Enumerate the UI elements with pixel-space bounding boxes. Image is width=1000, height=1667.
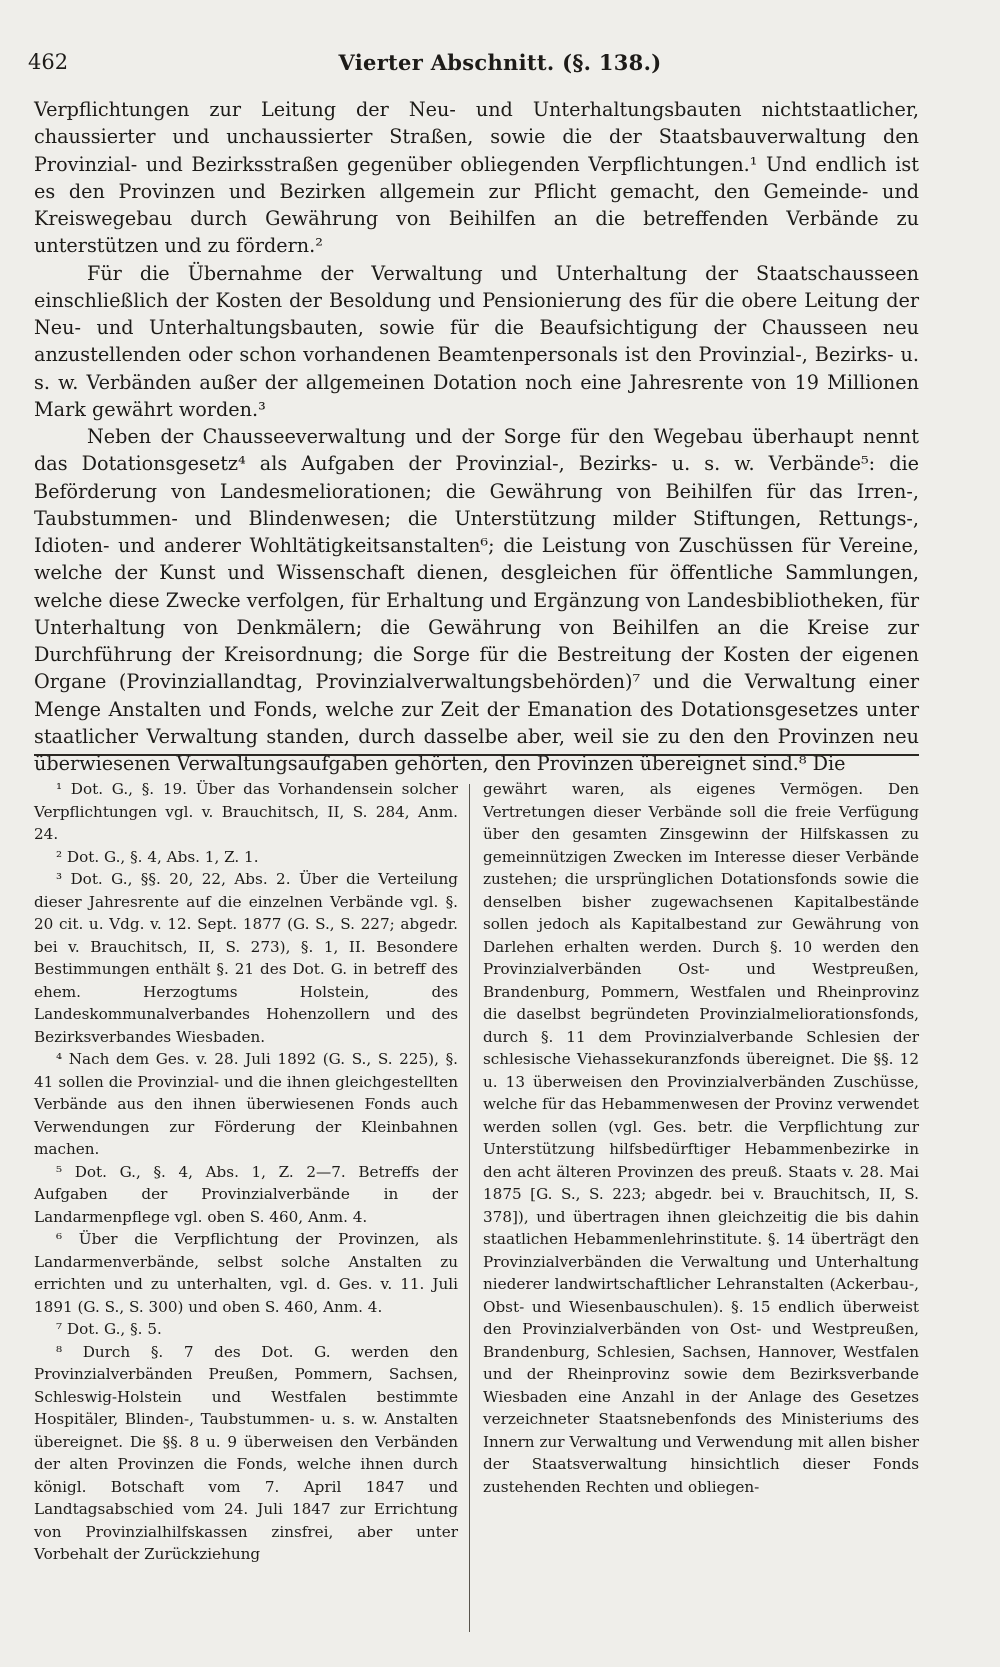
paragraph: Verpflichtungen zur Leitung der Neu- und Unterhaltungsbauten nichtstaatlicher, chaussierter und unchaussierter Straßen, sowie die der Staatsbauverwaltung den Provinzial- und Bezirksstraßen gegenüber obliegenden Verpflichtungen.¹ Und endlich ist es den Provinzen und Bezirken allgemein zur Pflicht gemacht, den Gemeinde- und Kreiswegebau durch Gewährung von Beihilfen an die betreffenden Verbände zu unterstützen und zu fördern.² <box>34 98 919 258</box>
running-head: Vierter Abschnitt. (§. 138.) <box>338 50 662 75</box>
footnote-3: ³ Dot. G., §§. 20, 22, Abs. 2. Über die Verteilung dieser Jahresrente auf die einzelnen Verbände vgl. §. 20 cit. u. Vdg. v. 12. Sept. 1877 (G. S., S. 227; abgedr. bei v. Brauchitsch, II, S. 273), §. 1, II. Besondere Bestimmungen enthält §. 21 des Dot. G. in betreff des ehem. Herzogtums Holstein, des Landeskommunalverbandes Hohenzollern und des Bezirksverbandes Wiesbaden. <box>34 870 458 1046</box>
footnote-7: ⁷ Dot. G., §. 5. <box>56 1320 162 1338</box>
paragraph: Neben der Chausseeverwaltung und der Sorge für den Wegebau überhaupt nennt das Dotationsgesetz⁴ als Aufgaben der Provinzial-, Bezirks- u. s. w. Verbände⁵: die Beförderung von Landesmeliorationen; die Gewährung von Beihilfen für das Irren-, Taubstummen- und Blindenwesen; die Unterstützung milder Stiftungen, Rettungs-, Idioten- und anderer Wohltätigkeitsanstalten⁶; die Leistung von Zuschüssen für Vereine, welche der Kunst und Wissenschaft dienen, desgleichen für öffentliche Sammlungen, welche diese Zwecke verfolgen, für Erhaltung und Ergänzung von Landesbibliotheken, für Unterhaltung von Denkmälern; die Gewährung von Beihilfen an die Kreise zur Durchführung der Kreisordnung; die Sorge für die Bestreitung der Kosten der eigenen Organe (Provinziallandtag, Provinzialverwaltungsbehörden)⁷ und die Verwaltung einer Menge Anstalten und Fonds, welche zur Zeit der Emanation des Dotationsgesetzes unter staatlicher Verwaltung standen, durch dasselbe aber, weil sie zu den den Provinzen neu überwiesenen Verwaltungsaufgaben gehörten, den Provinzen übereignet sind.⁸ Die <box>34 425 919 775</box>
footnote-2: ² Dot. G., §. 4, Abs. 1, Z. 1. <box>56 847 259 866</box>
footnote-8: ⁸ Durch §. 7 des Dot. G. werden den Provinzialverbänden Preußen, Pommern, Sachsen, Schleswig-Holstein und Westfalen bestimmte Hospitäler, Blinden-, Taubstummen- u. s. w. Anstalten übereignet. Die §§. 8 u. 9 überweisen den Verbänden der alten Provinzen die Fonds, welche ihnen durch königl. Botschaft vom 7. April 1847 und Landtagsabschied vom 24. Juli 1847 zur Errichtung von Provinzialhilfskassen zinsfrei, aber unter Vorbehalt der Zurückziehung <box>34 1342 458 1563</box>
footnote-5: ⁵ Dot. G., §. 4, Abs. 1, Z. 2—7. Betreffs der Aufgaben der Provinzialverbände in der Landarmenpflege vgl. oben S. 460, Anm. 4. <box>34 1162 458 1226</box>
footnote-8-continued: gewährt waren, als eigenes Vermögen. Den Vertretungen dieser Verbände soll die freie Verfügung über den gesamten Zinsgewinn der Hilfskassen zu gemeinnützigen Zwecken im Interesse dieser Verbände zustehen; die ursprünglichen Dotationsfonds sowie die denselben bisher zugewachsenen Kapitalbestände sollen jedoch als Kapitalbestand zur Gewährung von Darlehen erhalten werden. Durch §. 10 werden den Provinzialverbänden Ost- und Westpreußen, Brandenburg, Pommern, Westfalen und Rheinprovinz die daselbst begründeten Provinzialmeliorationsfonds, durch §. 11 dem Provinzialverbande Schlesien der schlesische Viehassekuranzfonds übereignet. Die §§. 12 u. 13 überweisen den Provinzialverbänden Zuschüsse, welche für das Hebammenwesen der Provinz verwendet werden sollen (vgl. Ges. betr. die Verpflichtung zur Unterstützung hilfsbedürftiger Hebammenbezirke in den acht älteren Provinzen des preuß. Staats v. 28. Mai 1875 [G. S., S. 223; abgedr. bei v. Brauchitsch, II, S. 378]), und übertragen ihnen gleichzeitig die bis dahin staatlichen Hebammenlehrinstitute. §. 14 überträgt den Provinzialverbänden die Verwaltung und Unterhaltung niederer landwirtschaftlicher Lehranstalten (Ackerbau-, Obst- und Wiesenbauschulen). §. 15 endlich überweist den Provinzialverbänden von Ost- und Westpreußen, Brandenburg, Schlesien, Sachsen, Hannover, Westfalen und der Rheinprovinz sowie dem Bezirksverbande Wiesbaden eine Anzahl in der Anlage des Gesetzes verzeichneter Staatsnebenfonds des Ministeriums des Innern zur Verwaltung und Verwendung mit allen bisher der Staatsverwaltung hinsichtlich dieser Fonds zustehenden Rechten und obliegen- <box>483 780 919 1496</box>
footnote-rule <box>34 754 919 756</box>
footnotes-left-column <box>34 778 458 1566</box>
column-divider <box>469 784 470 1632</box>
footnote-1: ¹ Dot. G., §. 19. Über das Vorhandensein solcher Verpflichtungen vgl. v. Brauchitsch, II, S. 284, Anm. 24. <box>34 780 458 843</box>
footnote-4: ⁴ Nach dem Ges. v. 28. Juli 1892 (G. S., S. 225), §. 41 sollen die Provinzial- und die ihnen gleichgestellten Verbände aus den ihnen überwiesenen Fonds auch Verwendungen zur Förderung der Kleinbahnen machen. <box>34 1050 458 1158</box>
main-text <box>34 96 919 777</box>
paragraph: Für die Übernahme der Verwaltung und Unterhaltung der Staatschausseen einschließlich der Kosten der Besoldung und Pensionierung des für die obere Leitung der Neu- und Unterhaltungsbauten, sowie für die Beaufsichtigung der Chausseen neu anzustellenden oder schon vorhandenen Beamtenpersonals ist den Provinzial-, Bezirks- u. s. w. Verbänden außer der allgemeinen Dotation noch eine Jahresrente von 19 Millionen Mark gewährt worden.³ <box>34 261 919 421</box>
footnote-6: ⁶ Über die Verpflichtung der Provinzen, als Landarmenverbände, selbst solche Anstalten zu errichten und zu unterhalten, vgl. d. Ges. v. 11. Juli 1891 (G. S., S. 300) und oben S. 460, Anm. 4. <box>34 1230 458 1316</box>
page-header <box>28 50 972 80</box>
footnotes-right-column <box>483 778 919 1498</box>
page-number: 462 <box>28 50 69 74</box>
